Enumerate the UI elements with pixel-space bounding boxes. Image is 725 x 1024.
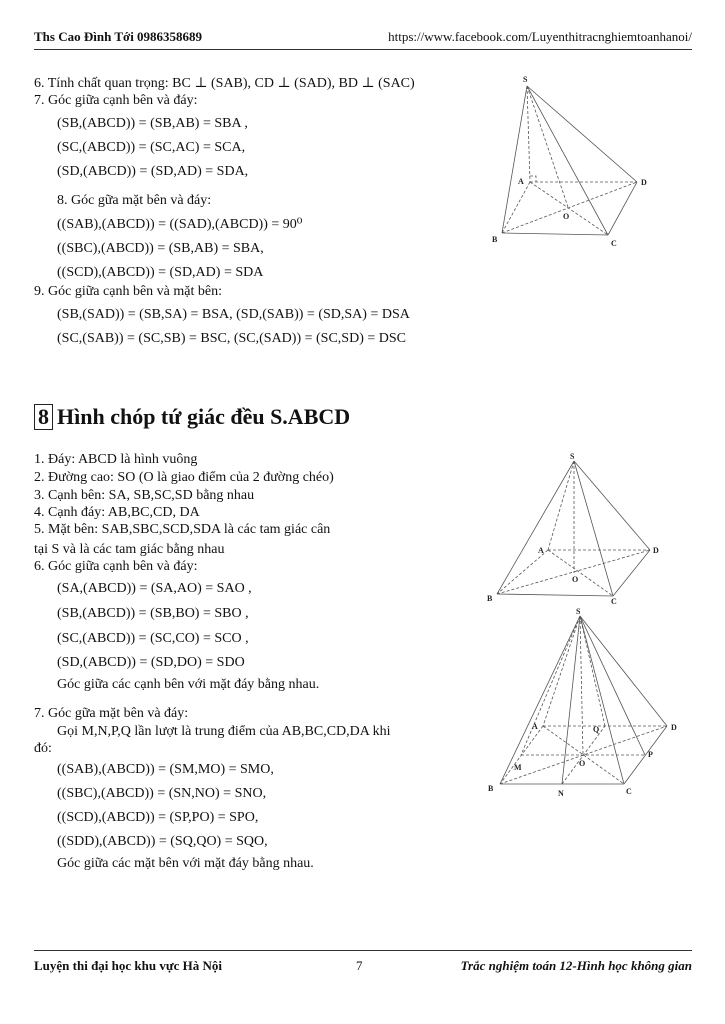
item-7-define: Gọi M,N,P,Q lần lượt là trung điểm của AB,BC,CD,DA khi [57,724,391,739]
footer-left: Luyện thi đại học khu vực Hà Nội [34,958,223,973]
page-header [34,29,692,50]
header-author: Ths Cao Đình Tới 0986358689 [34,29,203,44]
formula-9b: (SC,(SAB)) = (SC,SB) = BSC, (SC,(SAD)) = (SC,SD) = DSC [57,331,406,346]
vertex-label-a: A [532,722,538,731]
pyramid-figure-3 [480,608,690,798]
page-footer [34,950,692,975]
regular-item-1: 1. Đáy: ABCD là hình vuông [34,452,198,467]
pyramid-figure-1 [480,72,655,252]
vertex-label-o: O [579,759,586,768]
regular-item-5-cont: tại S và là các tam giác bằng nhau [34,542,225,557]
vertex-label-d: D [671,723,677,732]
regular-item-6: 6. Góc giữa cạnh bên và đáy: [34,559,198,574]
formula-9a: (SB,(SAD)) = (SB,SA) = BSA, (SD,(SAB)) = (SD,SA) = DSA [57,307,410,322]
section-heading [34,404,350,430]
midpoint-label-n: N [558,789,564,798]
vertex-label-b: B [487,594,493,603]
formula-7d: ((SBC),(ABCD)) = (SN,NO) = SNO, [57,786,267,801]
midpoint-label-q: Q [593,725,600,734]
footer-right: Trắc nghiệm toán 12-Hình học không gian [460,958,692,973]
vertex-label-o: O [572,575,579,584]
property-7: 7. Góc giữa cạnh bên và đáy: [34,93,198,108]
regular-item-2: 2. Đường cao: SO (O là giao điểm của 2 đường chéo) [34,470,334,485]
vertex-label-a: A [538,546,544,555]
midpoint-label-p: P [648,750,653,759]
pyramid-figure-2 [485,452,665,606]
formula-7c: (SD,(ABCD)) = (SD,AD) = SDA, [57,164,249,179]
formula-7c: ((SAB),(ABCD)) = (SM,MO) = SMO, [57,762,274,777]
regular-item-7: 7. Góc gữa mặt bên và đáy: [34,706,189,721]
formula-7b: (SC,(ABCD)) = (SC,AC) = SCA, [57,140,246,155]
formula-6a: (SA,(ABCD)) = (SA,AO) = SAO , [57,581,252,596]
property-8: 8. Góc gữa mặt bên và đáy: [57,193,212,208]
section-title: Hình chóp tứ giác đều S.ABCD [57,404,351,429]
regular-item-4: 4. Cạnh đáy: AB,BC,CD, DA [34,505,200,520]
header-url[interactable]: https://www.facebook.com/Luyenthitracnghiemtoanhanoi/ [388,29,692,44]
formula-8b: ((SBC),(ABCD)) = (SB,AB) = SBA, [57,241,264,256]
vertex-label-c: C [626,787,632,796]
vertex-label-d: D [653,546,659,555]
formula-6c: (SC,(ABCD)) = (SC,CO) = SCO , [57,631,249,646]
vertex-label-a: A [518,177,524,186]
vertex-label-s: S [576,607,581,616]
vertex-label-s: S [570,452,575,461]
vertex-label-o: O [563,212,570,221]
conclusion-7: Góc giữa các mặt bên với mặt đáy bằng nhau. [57,856,314,871]
vertex-label-s: S [523,75,528,84]
formula-6b: (SB,(ABCD)) = (SB,BO) = SBO , [57,606,249,621]
conclusion-6: Góc giữa các cạnh bên với mặt đáy bằng nhau. [57,677,320,692]
vertex-label-c: C [611,239,617,248]
formula-8c: ((SCD),(ABCD)) = (SD,AD) = SDA [57,265,264,280]
page-number: 7 [356,958,363,973]
vertex-label-d: D [641,178,647,187]
formula-7a: (SB,(ABCD)) = (SB,AB) = SBA , [57,116,248,131]
formula-6d: (SD,(ABCD)) = (SD,DO) = SDO [57,655,245,670]
regular-item-5: 5. Mặt bên: SAB,SBC,SCD,SDA là các tam giác cân [34,522,331,537]
vertex-label-c: C [611,597,617,606]
property-6: 6. Tính chất quan trọng: BC ⊥ (SAB), CD ⊥ (SAD), BD ⊥ (SAC) [34,76,415,91]
midpoint-label-m: M [514,763,522,772]
formula-7e: ((SCD),(ABCD)) = (SP,PO) = SPO, [57,810,259,825]
regular-item-3: 3. Cạnh bên: SA, SB,SC,SD bằng nhau [34,488,255,503]
section-number: 8 [34,404,53,430]
vertex-label-b: B [492,235,498,244]
vertex-label-b: B [488,784,494,793]
formula-7f: ((SDD),(ABCD)) = (SQ,QO) = SQO, [57,834,268,849]
formula-8a: ((SAB),(ABCD)) = ((SAD),(ABCD)) = 90⁰ [57,217,303,232]
property-9: 9. Góc giữa cạnh bên và mặt bên: [34,284,222,299]
item-7-define-cont: đó: [34,741,52,756]
